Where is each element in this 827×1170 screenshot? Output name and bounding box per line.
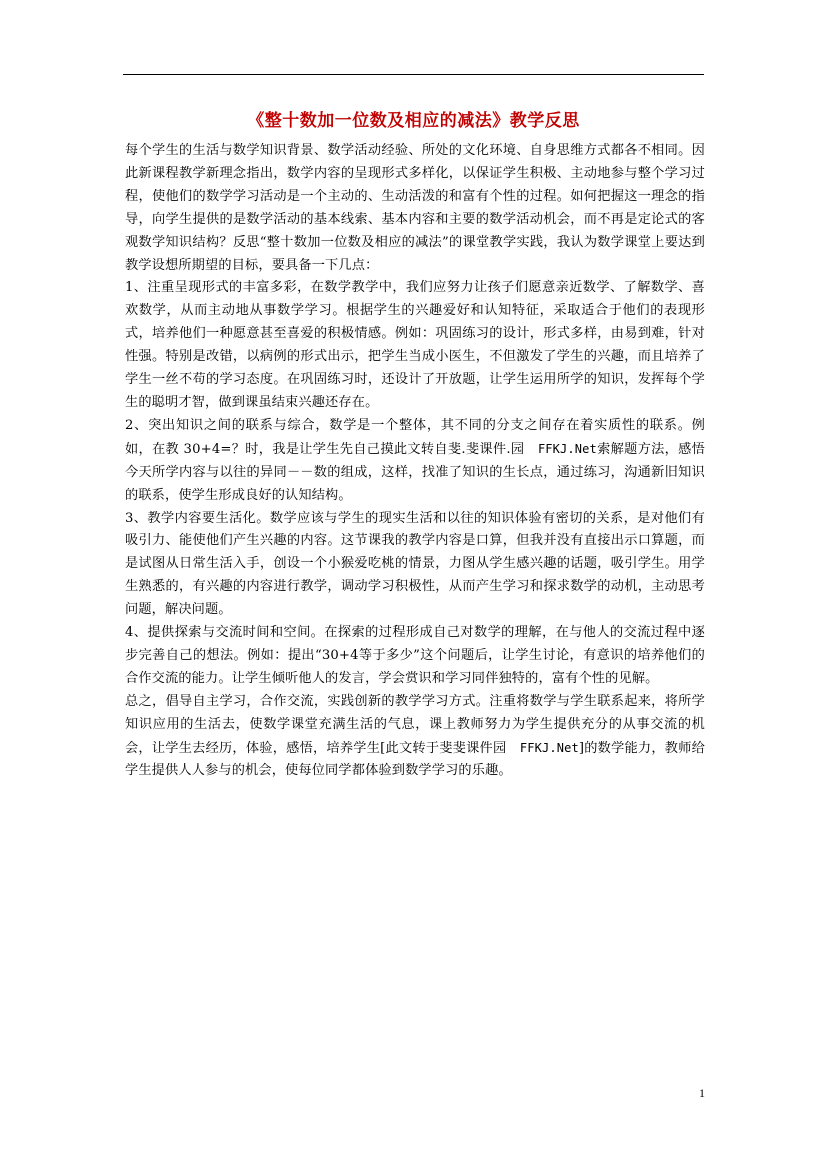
header-rule [123, 74, 704, 75]
document-title: 《整十数加一位数及相应的减法》教学反思 [247, 111, 580, 131]
point-2-paragraph [125, 415, 705, 508]
point-2-text-b: 索解题方法，感悟今天所学内容与以往的异同－－数的组成，这样，找准了知识的生长点，通过练习，沟通新旧知识的联系，使学生形成良好的认知结构。 [125, 441, 705, 503]
intro-paragraph: 每个学生的生活与数学知识背景、数学活动经验、所处的文化环境、自身思维方式都各不相同。因此新课程教学新理念指出，数学内容的呈现形式多样化，以保证学生积极、主动地参与整个学习过程，使他们的数学学习活动是一个主动的、生动活泼的和富有个性的过程。如何把握这一理念的指导，向学生提供的是数学活动的基本线索、基本内容和主要的数学活动机会，而不再是定论式的客观数学知识结构？反思“整十数加一位数及相应的减法”的课堂教学实践，我认为数学课堂上要达到教学设想所期望的目标，要具备一下几点： [125, 143, 705, 273]
watermark-code: FFKJ.Net [537, 441, 597, 456]
point-3-paragraph: 3、教学内容要生活化。数学应该与学生的现实生活和以往的知识体验有密切的关系，是对他们有吸引力、能使他们产生兴趣的内容。这节课我的教学内容是口算，但我并没有直接出示口算题，而是试图从日常生活入手，创设一个小猴爱吃桃的情景，力图从学生感兴趣的话题，吸引学生。用学生熟悉的，有兴趣的内容进行教学，调动学习积极性，从而产生学习和探求数学的动机，主动思考问题，解决问题。 [125, 510, 705, 618]
document-body [125, 140, 705, 783]
page-number: 1 [699, 1086, 705, 1100]
conclusion-text-b: ]的数学能力，教师给学生提供人人参与的机会，使每位同学都体验到数学学习的乐趣。 [125, 740, 705, 779]
point-1-paragraph: 1、注重呈现形式的丰富多彩，在数学教学中，我们应努力让孩子们愿意亲近数学、了解数学、喜欢数学，从而主动地从事数学学习。根据学生的兴趣爱好和认知特征，采取适合于他们的表现形式，培养他们一种愿意甚至喜爱的积极情感。例如：巩固练习的设计，形式多样，由易到难，针对性强。特别是改错，以病例的形式出示，把学生当成小医生，不但激发了学生的兴趣，而且培养了学生一丝不苟的学习态度。在巩固练习时，还设计了开放题，让学生运用所学的知识，发挥每个学生的聪明才智，做到课虽结束兴趣还存在。 [125, 280, 705, 410]
watermark-code: FFKJ.Net [519, 740, 579, 755]
conclusion-paragraph [125, 691, 705, 784]
point-2-text-a: 2、突出知识之间的联系与综合，数学是一个整体，其不同的分支之间存在着实质性的联系。例如，在教 30+4=？时，我是让学生先自己摸此文转自斐.斐课件.园 [125, 417, 705, 457]
point-4-paragraph: 4、提供探索与交流时间和空间。在探索的过程形成自己对数学的理解，在与他人的交流过程中逐步完善自己的想法。例如：提出“30+4等于多少”这个问题后，让学生讨论，有意识的培养他们的合作交流的能力。让学生倾听他人的发言，学会赏识和学习同伴独特的，富有个性的见解。 [125, 625, 705, 686]
conclusion-text-a: 总之，倡导自主学习，合作交流，实践创新的教学学习方式。注重将数学与学生联系起来，将所学知识应用的生活去，使数学课堂充满生活的气息，课上教师努力为学生提供充分的从事交流的机会，让学生去经历，体验，感悟，培养学生[此文转于斐斐课件园 [125, 693, 705, 756]
